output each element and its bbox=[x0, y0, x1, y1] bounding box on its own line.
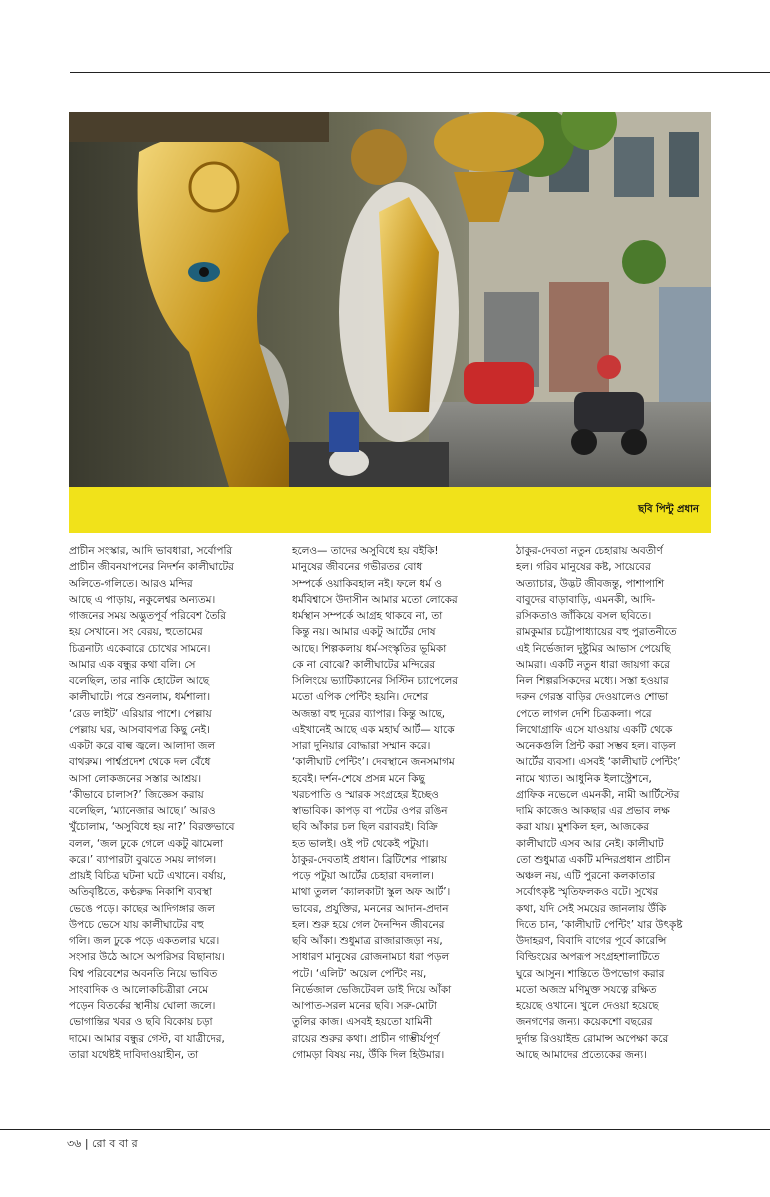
text-line: সারা দুনিয়ার বোদ্ধারা সম্মান করে। bbox=[292, 740, 431, 752]
text-line: খরচপাতি ও স্মারক সংগ্রহের ইচ্ছেও bbox=[292, 788, 439, 801]
article-column-3 bbox=[516, 543, 726, 1063]
text-line: লিথোগ্রাফি এসে যাওয়ায় একটি থেকে bbox=[516, 723, 673, 736]
text-line: অলিতে-গলিতে। আরও মন্দির bbox=[69, 577, 193, 590]
text-line: গলি। জল ঢুকে পড়ে একতলার ঘরে। bbox=[69, 935, 220, 947]
text-line: ঘুরে আসুন। শান্তিতে উপভোগ করার bbox=[516, 967, 665, 980]
magazine-name: রো ব বা র bbox=[92, 1137, 138, 1150]
text-line: সম্পর্কে ওয়াকিবহাল নই। ফলে ধর্ম ও bbox=[292, 577, 442, 590]
text-line: বিল্ডিংয়ের অপরূপ সংগ্রহশালাটিতে bbox=[516, 951, 660, 964]
text-line: পড়ে পটুয়া আর্টের চেহারা বদলাল। bbox=[292, 870, 434, 882]
text-line: তো শুধুমাত্র একটি মন্দিরপ্রধান প্রাচীন bbox=[516, 853, 671, 866]
text-line: বিশ্ব পরিবেশের অবনতি নিয়ে ভাবিত bbox=[69, 967, 218, 980]
text-line: বলেছিল, তার নাকি হোটেল আছে bbox=[69, 675, 210, 687]
text-line: করা যায়। মুশকিল হল, আজকের bbox=[516, 821, 650, 834]
text-line: হত ভালই। ওই পট থেকেই পটুয়া। bbox=[292, 837, 429, 850]
article-photo bbox=[69, 112, 711, 487]
text-line: গ্রাফিক নভেলে এমনকী, নামী আর্টিস্টের bbox=[516, 788, 680, 801]
text-line: প্রাচীন জীবনযাপনের নিদর্শন কালীঘাটের bbox=[69, 561, 234, 574]
text-line: কালীঘাটে। পরে শুনলাম, ধর্মশালা। bbox=[69, 691, 211, 704]
text-line: এই নির্ভেজাল দুষ্টুমির আভাস পেয়েছি bbox=[516, 642, 671, 655]
text-line: অজন্তা বহু দূরের ব্যাপার। কিন্তু আছে, bbox=[292, 707, 446, 720]
text-line: কালীঘাটে এসব আর নেই। কালীঘাট bbox=[516, 837, 664, 850]
text-line: চিত্রনাট্য একেবারে চোখের সামনে। bbox=[69, 642, 211, 655]
text-line: হল। শুরু হয়ে গেল দৈনন্দিন জীবনের bbox=[292, 918, 445, 931]
text-line: নামে খ্যাত। আধুনিক ইলাস্ট্রেশনে, bbox=[516, 772, 652, 785]
text-line: এইখানেই আছে এক মহার্ঘ আর্ট— যাকে bbox=[292, 723, 455, 736]
photo-credit: ছবি পিন্টু প্রধান bbox=[638, 504, 699, 515]
text-line: ঠাকুর-দেবতা নতুন চেহারায় অবতীর্ণ bbox=[516, 545, 663, 557]
text-line: স্বাভাবিক। কাপড় বা পটের ওপর রঙিন bbox=[292, 805, 448, 817]
text-line: নির্ভেজাল ভেজিটেবল ডাই দিয়ে আঁকা bbox=[292, 983, 452, 996]
text-line: দামি কাজেও আকছার এর প্রভাব লক্ষ bbox=[516, 805, 670, 817]
bottom-rule bbox=[0, 1129, 770, 1130]
text-line: সাধারণ মানুষের রোজনামচা ধরা পড়ল bbox=[292, 951, 450, 964]
text-line: সর্বোৎকৃষ্ট স্মৃতিফলকও বটে। সুখের bbox=[516, 886, 659, 899]
text-line: নিল শিল্পরসিকদের মধ্যে। সস্তা হওয়ার bbox=[516, 675, 669, 687]
text-line: আমার এক বন্ধুর কথা বলি। সে bbox=[69, 658, 196, 671]
text-line: প্রাচীন সংস্কার, আদি ভাবধারা, সর্বোপরি bbox=[69, 545, 233, 557]
footer-separator: | bbox=[84, 1137, 89, 1150]
text-line: দরুন গেরস্ত বাড়ির দেওয়ালেও শোভা bbox=[516, 691, 669, 704]
text-line: উদাহরণ, বিবাদি বাগের পূর্বে কারেন্সি bbox=[516, 935, 667, 947]
text-line: বাথরুম। পার্শ্বপ্রদেশ থেকে দল বেঁধে bbox=[69, 756, 211, 769]
text-line: অনেকগুলি প্রিন্ট করা সম্ভব হল। বাড়ল bbox=[516, 740, 676, 752]
text-line: আপাত-সরল মনের ছবি। সরু-মোটা bbox=[292, 1000, 437, 1012]
text-line: মতো অজস্র মণিমুক্ত সযত্নে রক্ষিত bbox=[516, 983, 657, 996]
text-line: দিতে চান, ‘কালীঘাট পেন্টিং’ যার উৎকৃষ্ট bbox=[516, 918, 683, 931]
text-line: গাজনের সময় অদ্ভুতপূর্ব পরিবেশ তৈরি bbox=[69, 610, 226, 622]
text-line: মানুষের জীবনের গভীরতর বোধ bbox=[292, 561, 423, 574]
text-line: আছে আমাদের প্রত্যেকের জন্য। bbox=[516, 1048, 647, 1061]
text-line: ‘কালীঘাট পেন্টিং’। দেবস্থানে জনসমাগম bbox=[292, 756, 455, 769]
top-rule bbox=[70, 72, 770, 73]
text-line: হবেই। দর্শন-শেষে প্রসন্ন মনে কিছু bbox=[292, 772, 425, 785]
text-line: হল। গরিব মানুষের কষ্ট, সায়েবের bbox=[516, 561, 651, 574]
text-line: বাবুদের বাড়াবাড়ি, এমনকী, আদি- bbox=[516, 593, 656, 606]
text-line: হলেও— তাদের অসুবিধে হয় বইকি! bbox=[292, 545, 439, 557]
text-line: অত্যাচার, উদ্ভট জীবজন্তু, পাশাপাশি bbox=[516, 577, 664, 590]
text-line: পড়েন বিতর্কের স্থানীয় ঘোলা জলে। bbox=[69, 1000, 216, 1012]
text-line: ঠাকুর-দেবতাই প্রধান। ব্রিটিশের পাল্লায় bbox=[292, 853, 448, 866]
text-line: ছবি আঁকা। শুধুমাত্র রাজারাজড়া নয়, bbox=[292, 935, 443, 947]
article-column-2 bbox=[292, 543, 502, 1063]
text-line: পেল্লায় ঘর, আসবাবপত্র কিছু নেই। bbox=[69, 723, 210, 736]
text-line: অঞ্চল নয়, এটি পুরনো কলকাতার bbox=[516, 870, 656, 882]
text-line: রামকুমার চট্টোপাধ্যায়ের বহু পুরাতনীতে bbox=[516, 626, 677, 639]
text-line: তারা যথেষ্টই দাবিদাওয়াহীন, তা bbox=[69, 1048, 199, 1061]
text-line: পেতে লাগল দেশি চিত্রকলা। পরে bbox=[516, 707, 652, 720]
text-line: মতো এপিক পেন্টিং হয়নি। দেশের bbox=[292, 691, 429, 704]
text-line: প্রায়ই বিচিত্র ঘটনা ঘটে এখানে। বর্ষায়, bbox=[69, 870, 227, 882]
text-line: আমরা। একটি নতুন ধারা জায়গা করে bbox=[516, 658, 670, 671]
text-line: কথা, যদি সেই সময়ের জানলায় উঁকি bbox=[516, 902, 667, 915]
text-line: সংসার উঠে আসে অপরিসর বিছানায়। bbox=[69, 951, 225, 964]
text-line: আছে। শিল্পকলায় ধর্ম-সংস্কৃতির ভূমিকা bbox=[292, 642, 447, 655]
text-line: বলল, ‘জল ঢুকে গেলে একটু ঝামেলা bbox=[69, 837, 224, 850]
text-line: রসিকতাও জাঁকিয়ে বসল ছবিতে। bbox=[516, 610, 652, 622]
text-line: সাংবাদিক ও আলোকচিত্রীরা নেমে bbox=[69, 983, 209, 996]
text-line: ধর্মবিশ্বাসে উদাসীন আমার মতো লোকের bbox=[292, 593, 458, 606]
text-line: দামে। আমার বন্ধুর গেস্ট, বা যাত্রীদের, bbox=[69, 1032, 225, 1045]
text-line: গোমড়া বিষয় নয়, উঁকি দিল হিউমার। bbox=[292, 1048, 445, 1061]
text-line: আর্টের ব্যবসা। এসবই ‘কালীঘাট পেন্টিং’ bbox=[516, 756, 681, 769]
text-line: হয়েছে ওখানে। খুলে দেওয়া হয়েছে bbox=[516, 1000, 659, 1012]
caption-bar bbox=[69, 487, 711, 533]
text-line: আসা লোকজনের সস্তার আশ্রয়। bbox=[69, 772, 202, 785]
text-line: ‘রেড লাইট’ এরিয়ার পাশে। পেল্লায় bbox=[69, 707, 212, 720]
text-line: করে।’ ব্যাপারটা বুঝতে সময় লাগল। bbox=[69, 853, 217, 866]
text-line: ধর্মস্থান সম্পর্কে আগ্রহ থাকবে না, তা bbox=[292, 610, 443, 622]
text-line: খুঁচোলাম, ‘অসুবিধে হয় না?’ বিরক্তভাবে bbox=[69, 821, 235, 834]
text-line: আছে এ পাড়ায়, নকুলেশ্বর অন্যতম। bbox=[69, 593, 216, 606]
page-number: ৩৬ bbox=[67, 1137, 82, 1150]
text-line: জনগণের জন্য। কয়েকশো বছরের bbox=[516, 1016, 653, 1029]
text-line: কে না বোঝে? কালীঘাটের মন্দিরের bbox=[292, 658, 436, 671]
text-line: ছবি আঁকার চল ছিল বরাবরই। বিক্রি bbox=[292, 821, 438, 834]
article-column-1 bbox=[69, 543, 279, 1063]
text-line: উপচে ভেসে যায় কালীঘাটের বহু bbox=[69, 918, 204, 931]
text-line: দুর্দান্ত রিওয়াইন্ড রোমান্স অপেক্ষা করে bbox=[516, 1032, 669, 1045]
text-line: রায়ের শুরুর কথা। প্রাচীন গাম্ভীর্যপূর্ণ bbox=[292, 1032, 440, 1045]
text-line: তুলির কাজ। এসবই হয়তো যামিনী bbox=[292, 1016, 433, 1029]
text-line: ‘কীভাবে চালাস?’ জিজ্ঞেস করায় bbox=[69, 788, 204, 801]
text-line: ভেঙে পড়ে। কাছের আদিগঙ্গার জল bbox=[69, 902, 215, 915]
text-line: পটে। ‘এলিট’ অয়েল পেন্টিং নয়, bbox=[292, 967, 427, 980]
text-line: একটা করে বাল্ব জ্বলে। আলাদা জল bbox=[69, 740, 216, 752]
text-line: ভোগান্তির খবর ও ছবি বিকোয় চড়া bbox=[69, 1016, 213, 1029]
text-line: বলেছিল, ‘ম্যানেজার আছে।’ আরও bbox=[69, 805, 216, 817]
text-line: সিলিংয়ে ভ্যাটিক্যানের সিস্টিন চ্যাপেলের bbox=[292, 675, 458, 687]
text-line: হয় সেখানে। সং বেরয়, হুতোমের bbox=[69, 626, 203, 639]
text-line: ভাবের, প্রযুক্তির, মননের আদান-প্রদান bbox=[292, 902, 449, 915]
page-footer bbox=[67, 1135, 138, 1154]
text-line: অতিবৃষ্টিতে, কণ্ঠরুদ্ধ নিকাশি ব্যবস্থা bbox=[69, 886, 213, 899]
text-line: মাথা তুলল ‘ক্যালকাটা স্কুল অফ আর্ট’। bbox=[292, 886, 451, 899]
text-line: কিন্তু নয়। আমার একটু আর্টের দোষ bbox=[292, 626, 436, 639]
